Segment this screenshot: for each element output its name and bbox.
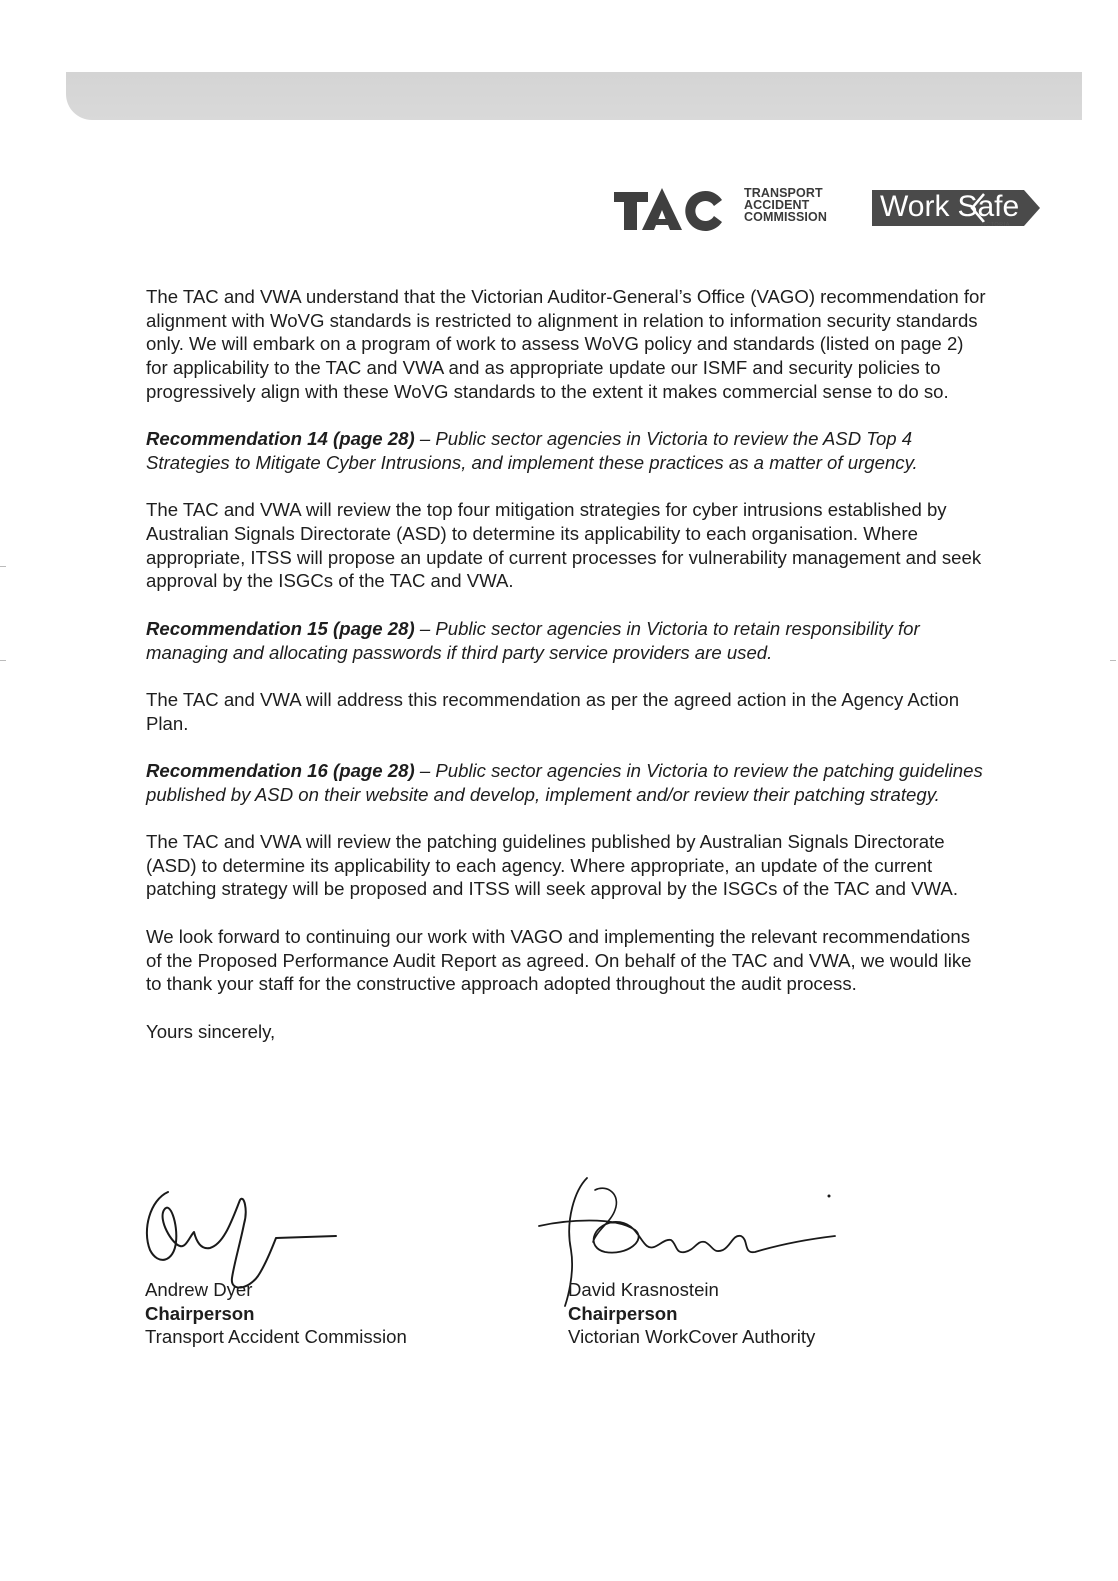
worksafe-word-work: Work [880,190,950,223]
header-band [66,72,1082,120]
recommendation-15-label: Recommendation 15 (page 28) [146,617,415,639]
recommendation-16-label: Recommendation 16 (page 28) [146,759,415,781]
signatory-right-org: Victorian WorkCover Authority [568,1326,816,1348]
tac-wordmark [744,187,827,223]
sign-off: Yours sincerely, [146,1020,276,1042]
scan-edge-mark [1110,660,1116,661]
letter-body [146,285,986,1067]
tac-line-3: COMMISSION [744,210,827,224]
tac-line-1: TRANSPORT [744,186,823,200]
recommendation-14-label: Recommendation 14 (page 28) [146,428,415,450]
tac-logo [614,186,726,232]
scan-edge-mark [0,660,6,661]
recommendation-14-text: – Public sector agencies in Victoria to review the ASD Top 4 Strategies to Mitigate Cyber Intrusions, and implement these practices as a matter of urgency. [146,428,918,473]
paragraph-closing-thanks: We look forward to continuing our work with VAGO and implementing the relevant recommendations of the Proposed Performance Audit Report as agreed. On behalf of the TAC and VWA, we would like to thank your staff for the constructive approach adopted throughout the audit process. [146,925,972,995]
signatory-right-title: Chairperson [568,1302,678,1324]
paragraph-response-14: The TAC and VWA will review the top four mitigation strategies for cyber intrusions established by Australian Signals Directorate (ASD) to determine its applicability to each organisation. Where appropriate, ITSS will propose an update of current processes for vulnerability management and seek approval by the ISGCs of the TAC and VWA. [146,499,982,592]
worksafe-wordmark [880,189,1019,225]
recommendation-16 [146,759,986,806]
tac-line-2: ACCIDENT [744,198,810,212]
paragraph-response-15: The TAC and VWA will address this recommendation as per the agreed action in the Agency Action Plan. [146,688,960,734]
scan-edge-mark [0,566,6,567]
signatory-left-org: Transport Accident Commission [145,1326,407,1348]
recommendation-15 [146,617,986,664]
paragraph-vago-alignment: The TAC and VWA understand that the Victorian Auditor-General’s Office (VAGO) recommendation for alignment with WoVG standards is restricted to alignment in relation to information security standards only. We will embark on a program of work to assess WoVG policy and standards (listed on page 2) for applicability to the TAC and VWA and as appropriate update our ISMF and security policies to progressively align with these WoVG standards to the extent it makes commercial sense to do so. [146,286,986,402]
worksafe-victoria: VICTORIA [980,222,1010,228]
signatory-right [568,1278,815,1349]
recommendation-15-text: – Public sector agencies in Victoria to retain responsibility for managing and allocating passwords if third party service providers are used. [146,617,920,663]
recommendation-16-text: – Public sector agencies in Victoria to review the patching guidelines published by ASD on their website and develop, implement and/or review their patching strategy. [146,759,983,805]
worksafe-word-safe: Safe [957,190,1020,223]
paragraph-response-16: The TAC and VWA will review the patching guidelines published by Australian Signals Directorate (ASD) to determine its applicability to each agency. Where appropriate, an update of the current patching strategy will be proposed and ITSS will seek approval by the ISGCs of the TAC and VWA. [146,831,958,900]
recommendation-14 [146,427,986,474]
signatory-left-title: Chairperson [145,1302,255,1324]
signatory-right-name: David Krasnostein [568,1279,719,1300]
signatory-left [145,1278,407,1349]
signatory-left-name: Andrew Dyer [145,1279,253,1300]
